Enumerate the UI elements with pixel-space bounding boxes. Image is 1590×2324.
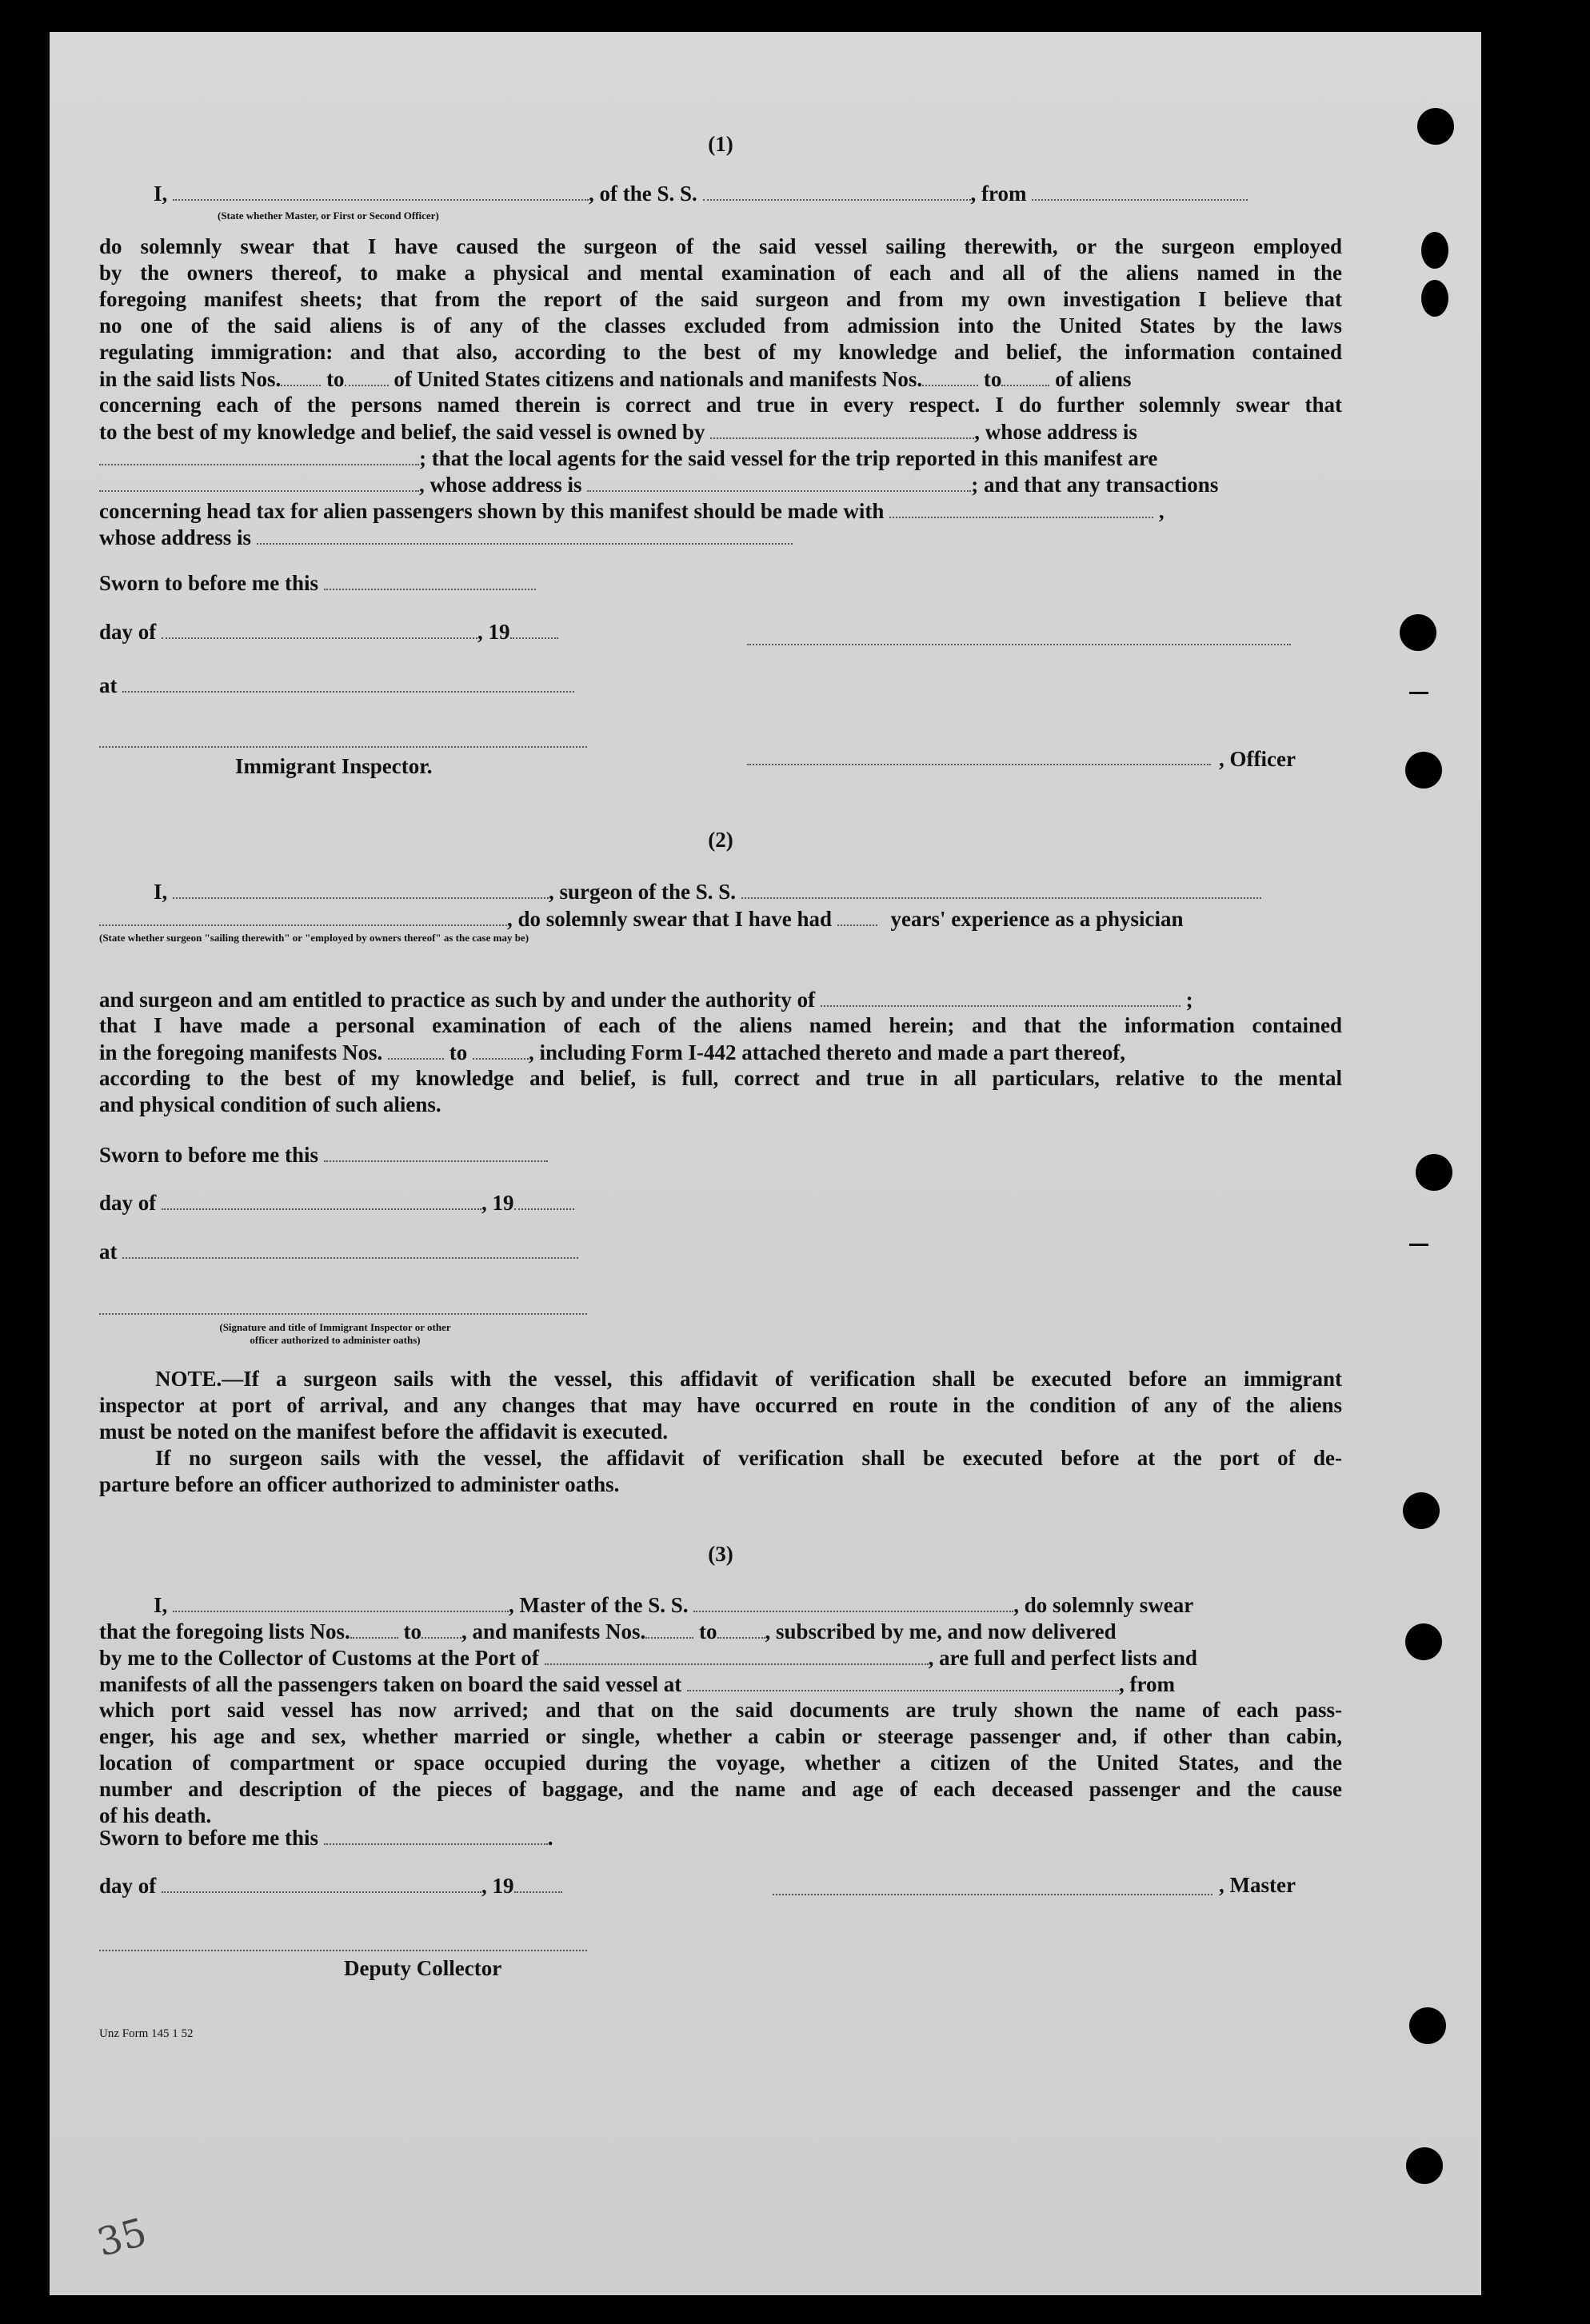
manifests-from-field[interactable] [922,365,978,386]
section-3-collector-line: by me to the Collector of Customs at the Port of , are full and perfect lists and [99,1646,1197,1670]
section-2-manifests-line: in the foregoing manifests Nos. to , including Form I-442 attached thereto and made a part thereof, [99,1040,1125,1064]
s3-master-name-field[interactable] [173,1591,509,1612]
s2-signature-line[interactable] [99,1313,587,1315]
port-from-field[interactable] [1032,180,1248,201]
section-3-first-line: I, , Master of the S. S. , do solemnly swear [154,1593,1194,1617]
owner-address-field[interactable] [99,445,419,465]
s2-year-field[interactable] [514,1189,574,1210]
margin-dash [1409,692,1428,694]
punch-hole [1421,280,1448,317]
section-2-heading: (2) [708,828,733,852]
master-label: , Master [1219,1873,1296,1897]
years-field[interactable] [837,905,877,926]
section-3-manifests-line: manifests of all the passengers taken on board the said vessel at , from [99,1672,1175,1696]
lists-from-field[interactable] [281,365,321,386]
s2-manifests-from-field[interactable] [388,1039,444,1060]
section-2-sworn: Sworn to before me this [99,1141,548,1168]
sworn-date-field[interactable] [324,569,536,590]
s3-vessel-field[interactable] [693,1591,1013,1612]
section-3-sworn: Sworn to before me this . [99,1826,553,1850]
section-1-at: at [99,672,574,699]
section-1-lists-line: in the said lists Nos. to of United States citizens and nationals and manifests Nos. to of aliens [99,367,1132,391]
vessel-name-field[interactable] [703,180,971,201]
s3-year-field[interactable] [514,1872,562,1893]
section-1-whose-address-line: whose address is [99,524,793,551]
punch-hole [1421,232,1448,269]
form-number: Unz Form 145 1 52 [99,2027,194,2040]
immigrant-inspector-label: Immigrant Inspector. [235,754,433,778]
section-3-body: which port said vessel has now arrived; and that on the said documents are truly shown the name of each pass- enger, his age and sex, whether married or single, whether a cabin or steerage passenger and, if other than cabin, location of compartment or space occupied during the voyage, whether a citizen of the United States, and the number and description of the pieces of baggage, and the name and age of each deceased passenger and the cause of his death. [99,1698,1342,1827]
s3-manifests-to-field[interactable] [717,1618,765,1639]
section-1-body-2: concerning each of the persons named therein is correct and true in every respect. I do further solemnly swear that [99,393,1342,417]
s2-month-field[interactable] [162,1189,481,1210]
section-1-first-line: I, , of the S. S. , from [154,180,1248,207]
officer-signature-line[interactable] [747,644,1291,645]
note-paragraph-2: If no surgeon sails with the vessel, the affidavit of verification shall be executed before at the port of de- parture before an officer authorized to administer oaths. [99,1446,1342,1496]
section-1-owned-line: to the best of my knowledge and belief, the said vessel is owned by , whose address is [99,420,1137,444]
surgeon-name-field[interactable] [173,878,549,899]
section-1-agents-line: ; that the local agents for the said vessel for the trip reported in this manifest are [99,445,1157,472]
master-signature-line[interactable] [773,1894,1212,1895]
document-page [50,32,1481,2295]
punch-hole [1416,1154,1452,1191]
head-tax-agent-field[interactable] [889,497,1153,518]
s3-month-field[interactable] [162,1872,481,1893]
surgeon-note: (State whether surgeon "sailing therewith" or "employed by owners thereof" as the case may be) [99,932,529,944]
year-field[interactable] [510,618,558,639]
section-2-body-2: according to the best of my knowledge and belief, is full, correct and true in all particulars, relative to the mental and physical condition of such aliens. [99,1066,1342,1116]
master-note: (State whether Master, or First or Second Officer) [218,210,439,222]
punch-hole [1417,108,1454,145]
s2-sworn-date-field[interactable] [324,1141,548,1162]
punch-hole [1405,752,1442,789]
surgeon-vessel-field[interactable] [741,878,1261,899]
s2-place-field[interactable] [122,1238,578,1259]
section-1-sworn: Sworn to before me this [99,569,536,597]
section-1-body: do solemnly swear that I have caused the surgeon of the said vessel sailing therewith, or the surgeon employed by the owners thereof, to make a physical and mental examination of each and all of the aliens named in the foregoing manifest sheets; that from the report of the said surgeon and from my own investigation I believe that no one of the said aliens is of any of the classes excluded from admission into the United States by the laws regulating immigration: and that also, according to the best of my knowledge and belief, the information contained [99,234,1342,364]
section-2-authority-line: and surgeon and am entitled to practice as such by and under the authority of ; [99,988,1193,1012]
section-1-head-tax-line: concerning head tax for alien passengers shown by this manifest should be made with , [99,499,1165,523]
agents-address-field[interactable] [587,471,971,492]
section-1-address-line: , whose address is ; and that any transactions [99,471,1218,498]
s2-manifests-to-field[interactable] [473,1039,529,1060]
s3-lists-to-field[interactable] [421,1618,461,1639]
section-2-second-line: , do solemnly swear that I have had years' experience as a physician [99,905,1342,932]
punch-hole [1405,1623,1442,1660]
owner-field[interactable] [710,418,974,439]
authority-field[interactable] [821,986,1181,1007]
master-name-field[interactable] [173,180,589,201]
s3-boarding-port-field[interactable] [687,1671,1119,1691]
section-2-day-of: day of , 19 [99,1189,574,1216]
lists-to-field[interactable] [345,365,389,386]
section-3-heading: (3) [708,1542,733,1566]
officer-label: , Officer [1219,747,1296,771]
punch-hole [1406,2147,1443,2184]
section-2-body: that I have made a personal examination of each of the aliens named herein; and that the information contained [99,1013,1342,1037]
section-3-day-of: day of , 19 [99,1872,562,1899]
section-1-heading: (1) [708,132,733,156]
inspector-signature-line[interactable] [99,746,587,748]
s3-port-field[interactable] [545,1644,929,1665]
margin-dash [1409,1244,1428,1246]
officer-title-line[interactable] [747,764,1211,765]
s3-manifests-from-field[interactable] [645,1618,693,1639]
handwritten-mark: 35 [92,2210,152,2266]
s3-lists-from-field[interactable] [350,1618,398,1639]
month-field[interactable] [162,618,477,639]
deputy-collector-label: Deputy Collector [344,1956,502,1980]
head-tax-address-field[interactable] [257,524,793,545]
note-paragraph-1: NOTE.—If a surgeon sails with the vessel, this affidavit of verification shall be executed before an immigrant inspector at port of arrival, and any changes that may have occurred en route in the condition of any of the aliens must be noted on the manifest before the affidavit is executed. [99,1367,1342,1444]
manifests-to-field[interactable] [1001,365,1049,386]
punch-hole [1400,614,1436,651]
s3-sworn-date-field[interactable] [324,1824,548,1845]
punch-hole [1409,2007,1446,2044]
deputy-signature-line[interactable] [99,1950,587,1951]
punch-hole [1403,1492,1440,1529]
section-2-at: at [99,1238,578,1265]
section-2-first-line: I, , surgeon of the S. S. [154,878,1261,905]
place-field[interactable] [122,672,574,693]
section-3-lists-line: that the foregoing lists Nos. to , and manifests Nos. to , subscribed by me, and now delivered [99,1619,1117,1643]
signature-note: (Signature and title of Immigrant Inspector or other officer authorized to administer oaths) [219,1321,451,1346]
agents-field[interactable] [99,471,419,492]
surgeon-status-field[interactable] [99,905,507,926]
section-1-day-of: day of , 19 [99,618,558,645]
